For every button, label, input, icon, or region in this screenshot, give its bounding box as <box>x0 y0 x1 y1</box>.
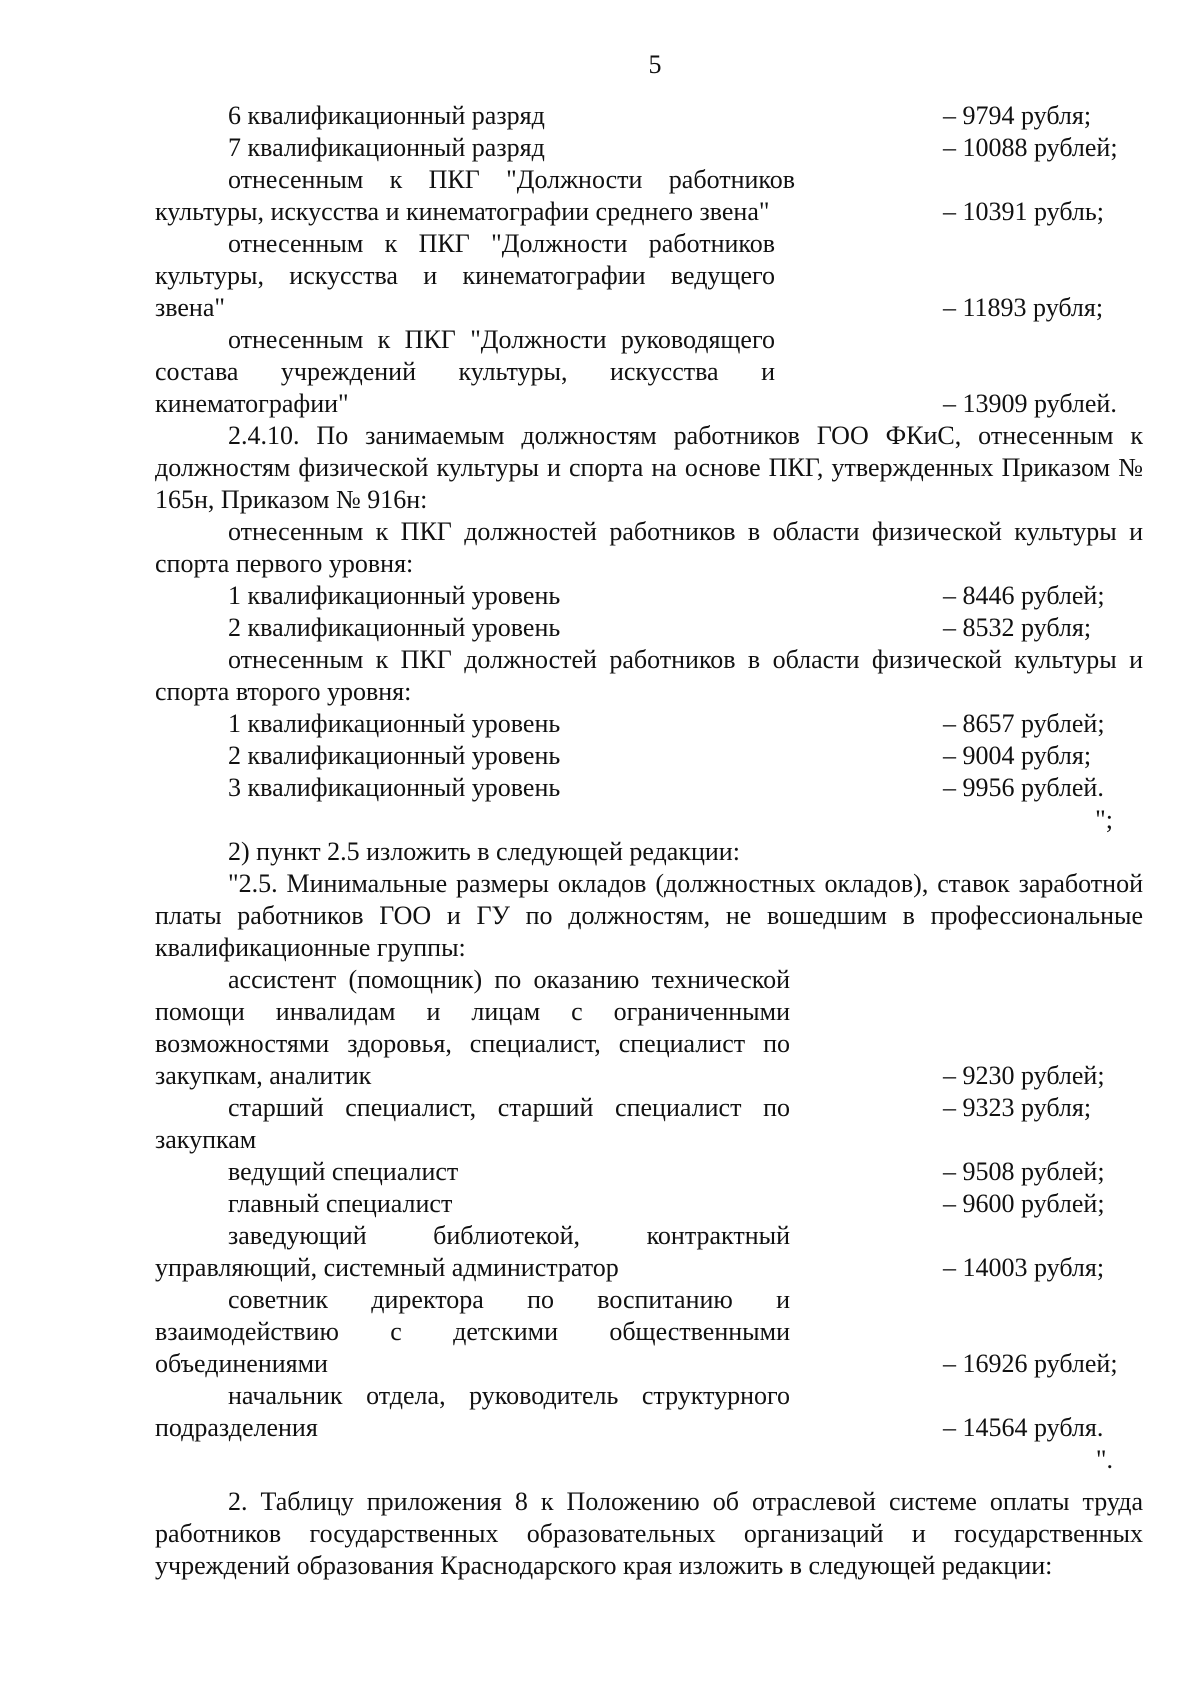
row-value: – 11893 рубля; <box>943 293 1104 322</box>
row-label: ведущий специалист <box>228 1157 459 1186</box>
document-body <box>155 100 1143 1582</box>
row-value: – 9323 рубля; <box>943 1093 1092 1122</box>
pkg-level-1-heading: отнесенным к ПКГ должностей работников в области физической культуры и спорта первого уровня: <box>155 517 1143 578</box>
row-value: – 10391 рубль; <box>943 197 1104 226</box>
salary-row <box>155 1284 1143 1380</box>
salary-row <box>155 964 1143 1092</box>
row-value: – 8657 рублей; <box>943 709 1105 738</box>
row-value: – 9004 рубля; <box>943 741 1092 770</box>
page-number: 5 <box>648 50 662 79</box>
final-paragraph: 2. Таблицу приложения 8 к Положению об отраслевой системе оплаты труда работников государственных образовательных организаций и государственных учреждений образования Краснодарского края изложить в следующей редакции: <box>155 1487 1143 1580</box>
row-value: – 9794 рубля; <box>943 101 1092 130</box>
salary-row <box>155 772 1143 804</box>
salary-row <box>155 228 1143 324</box>
row-label: отнесенным к ПКГ "Должности руководящего состава учреждений культуры, искусства и кинематографии" <box>155 325 775 418</box>
row-label: 2 квалификационный уровень <box>228 613 561 642</box>
row-value: – 14564 рубля. <box>943 1413 1104 1442</box>
point-2-heading: 2) пункт 2.5 изложить в следующей редакции: <box>228 837 740 866</box>
row-label: 2 квалификационный уровень <box>228 741 561 770</box>
salary-row <box>155 580 1143 612</box>
paragraph-2-5: "2.5. Минимальные размеры окладов (должностных окладов), ставок заработной платы работников ГОО и ГУ по должностям, не вошедшим в профессиональные квалификационные группы: <box>155 869 1143 962</box>
salary-row <box>155 1156 1143 1188</box>
pkg-level-2-heading: отнесенным к ПКГ должностей работников в области физической культуры и спорта второго уровня: <box>155 645 1143 706</box>
salary-row <box>155 100 1143 132</box>
salary-row <box>155 740 1143 772</box>
salary-row <box>155 1092 1143 1156</box>
row-label: старший специалист, старший специалист по закупкам <box>155 1093 790 1154</box>
row-value: – 9600 рублей; <box>943 1189 1105 1218</box>
row-value: – 9508 рублей; <box>943 1157 1105 1186</box>
salary-row <box>155 132 1143 164</box>
closing-quote: ". <box>1095 1445 1113 1474</box>
paragraph-2-4-10: 2.4.10. По занимаемым должностям работников ГОО ФКиС, отнесенным к должностям физической культуры и спорта на основе ПКГ, утвержденных Приказом № 165н, Приказом № 916н: <box>155 421 1143 514</box>
row-label: главный специалист <box>228 1189 453 1218</box>
row-label: отнесенным к ПКГ "Должности работников культуры, искусства и кинематографии среднего звена" <box>155 165 795 226</box>
row-label: 1 квалификационный уровень <box>228 709 561 738</box>
salary-row <box>155 324 1143 420</box>
row-value: – 8532 рубля; <box>943 613 1092 642</box>
row-value: – 8446 рублей; <box>943 581 1105 610</box>
row-value: – 13909 рублей. <box>943 389 1117 418</box>
row-label: 7 квалификационный разряд <box>228 133 545 162</box>
row-label: отнесенным к ПКГ "Должности работников культуры, искусства и кинематографии ведущего звена" <box>155 229 775 322</box>
row-value: – 16926 рублей; <box>943 1349 1118 1378</box>
row-label: 1 квалификационный уровень <box>228 581 561 610</box>
row-value: – 9230 рублей; <box>943 1061 1105 1090</box>
closing-quote: "; <box>1095 805 1113 834</box>
salary-row <box>155 164 1143 228</box>
row-label: 6 квалификационный разряд <box>228 101 545 130</box>
salary-row <box>155 1380 1143 1444</box>
row-label: советник директора по воспитанию и взаимодействию с детскими общественными объединениями <box>155 1285 790 1378</box>
row-label: начальник отдела, руководитель структурного подразделения <box>155 1381 790 1442</box>
row-value: – 14003 рубля; <box>943 1253 1105 1282</box>
row-value: – 10088 рублей; <box>943 133 1118 162</box>
salary-row <box>155 1220 1143 1284</box>
row-label: 3 квалификационный уровень <box>228 773 561 802</box>
row-label: заведующий библиотекой, контрактный управляющий, системный администратор <box>155 1221 790 1282</box>
row-value: – 9956 рублей. <box>943 773 1104 802</box>
salary-row <box>155 708 1143 740</box>
row-label: ассистент (помощник) по оказанию технической помощи инвалидам и лицам с ограниченными возможностями здоровья, специалист, специалист по закупкам, аналитик <box>155 965 790 1090</box>
salary-row <box>155 1188 1143 1220</box>
salary-row <box>155 612 1143 644</box>
